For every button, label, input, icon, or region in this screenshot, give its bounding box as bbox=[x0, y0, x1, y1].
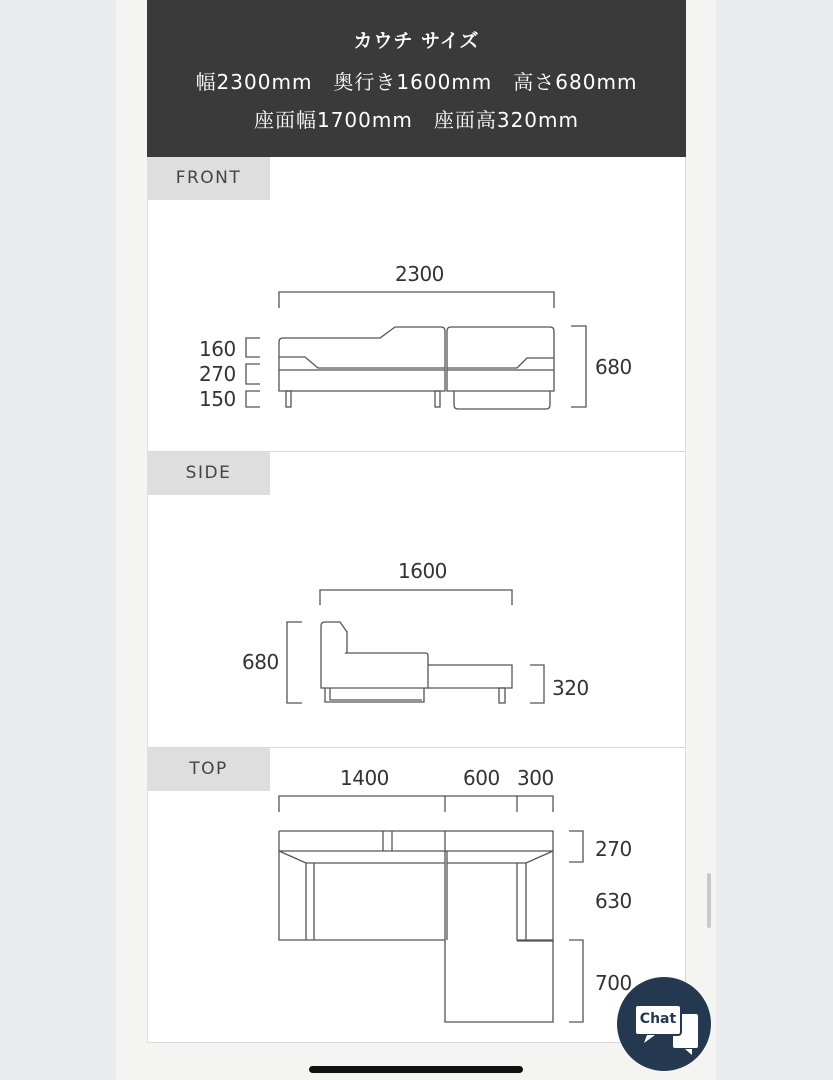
side-view-drawing bbox=[287, 590, 544, 703]
header-title: カウチ サイズ bbox=[353, 30, 480, 52]
side-depth-label: 1600 bbox=[398, 559, 447, 583]
front-width-label: 2300 bbox=[395, 262, 444, 286]
top-depth-label: 700 bbox=[595, 971, 632, 995]
header-dimensions-line1: 幅2300mm 奥行き1600mm 高さ680mm bbox=[195, 70, 638, 94]
top-width-label: 600 bbox=[463, 766, 500, 790]
chat-button[interactable] bbox=[617, 977, 711, 1071]
top-view-drawing bbox=[279, 796, 583, 1022]
scrollbar[interactable] bbox=[707, 873, 711, 928]
home-indicator[interactable] bbox=[309, 1066, 523, 1073]
side-seat-height-label: 320 bbox=[552, 676, 589, 700]
front-height-segment-label: 160 bbox=[199, 337, 236, 361]
side-height-label: 680 bbox=[242, 650, 279, 674]
top-width-label: 1400 bbox=[340, 766, 389, 790]
tab-side: SIDE bbox=[147, 452, 270, 495]
tab-front: FRONT bbox=[147, 157, 270, 200]
top-depth-label: 270 bbox=[595, 837, 632, 861]
chat-button-label: Chat bbox=[639, 1011, 677, 1027]
front-total-height-label: 680 bbox=[595, 355, 632, 379]
front-height-segment-label: 270 bbox=[199, 362, 236, 386]
top-depth-label: 630 bbox=[595, 889, 632, 913]
front-view-drawing bbox=[246, 292, 586, 409]
tab-top: TOP bbox=[147, 748, 270, 791]
front-height-segment-label: 150 bbox=[199, 387, 236, 411]
header-dimensions-line2: 座面幅1700mm 座面高320mm bbox=[253, 108, 579, 132]
top-width-label: 300 bbox=[517, 766, 554, 790]
